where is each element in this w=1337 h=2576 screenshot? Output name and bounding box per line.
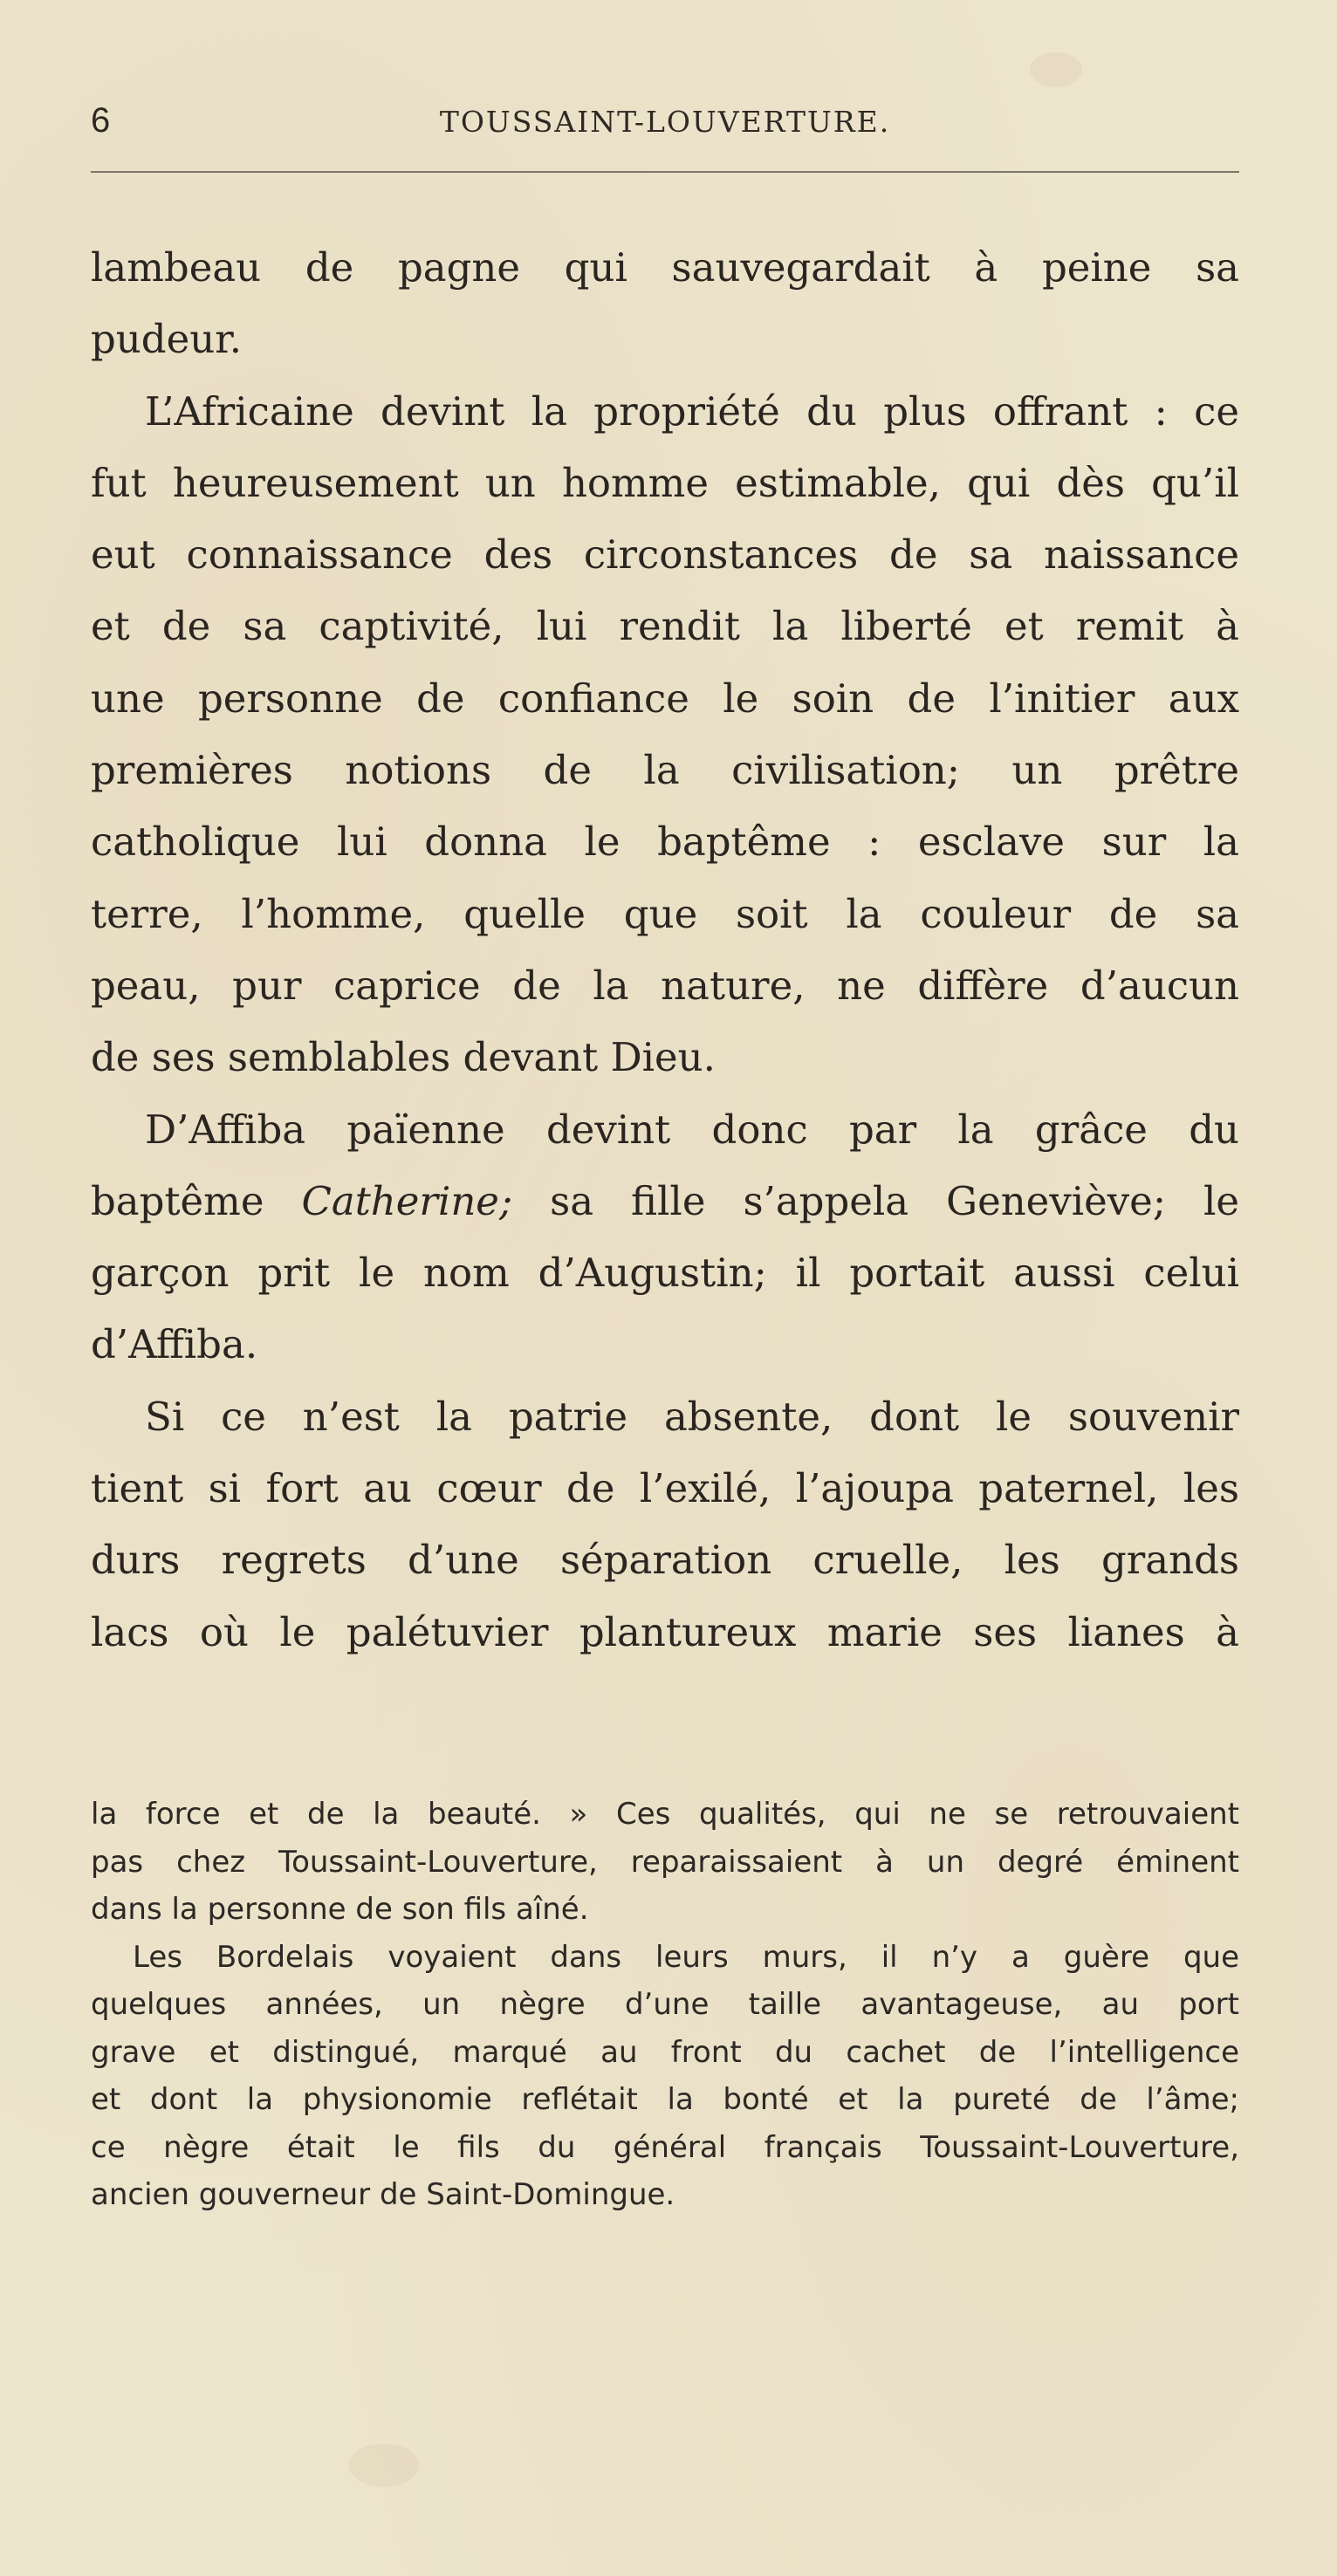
paper-stain [349,2443,419,2487]
text-line: lambeau de pagne qui sauvegardait à peine sa [91,244,1239,291]
text-line: pudeur. [91,316,243,363]
footnote-line: quelques années, un nègre d’une taille avantageuse, au port [91,1987,1239,2022]
running-title: TOUSSAINT-LOUVERTURE. [439,105,891,139]
footnote [91,1791,1239,2219]
running-head [91,94,1239,147]
footnote-line: grave et distingué, marqué au front du cachet de l’intelligence [91,2034,1239,2070]
footnote-line: pas chez Toussaint-Louverture, reparaissaient à un degré éminent [91,1844,1239,1880]
text-fragment: baptême [91,1177,264,1224]
page-number: 6 [91,101,111,140]
text-line: premières notions de la civilisation; un prêtre [91,747,1239,794]
text-fragment: sa fille s’appela Geneviève; le [550,1177,1239,1224]
text-line: peau, pur caprice de la nature, ne diffère d’aucun [91,962,1239,1009]
header-rule [91,171,1239,173]
text-line: de ses semblables devant Dieu. [91,1034,716,1081]
paper-stain [1030,52,1082,87]
footnote-line: ancien gouverneur de Saint-Domingue. [91,2177,675,2212]
text-line-mixed [91,1166,1239,1237]
text-line: une personne de confiance le soin de l’initier aux [91,675,1239,722]
text-line: lacs où le palétuvier plantureux marie ses lianes à [91,1608,1239,1655]
text-line: d’Affiba. [91,1321,258,1368]
footnote-line: la force et de la beauté. » Ces qualités, qui ne se retrouvaient [91,1797,1239,1832]
footnote-line: et dont la physionomie reflétait la bonté et la pureté de l’âme; [91,2082,1239,2117]
main-text [91,232,1239,1668]
text-line: D’Affiba païenne devint donc par la grâce du [145,1106,1239,1153]
text-line: tient si fort au cœur de l’exilé, l’ajoupa paternel, les [91,1465,1239,1512]
text-line: terre, l’homme, quelle que soit la couleur de sa [91,890,1239,937]
text-line: durs regrets d’une séparation cruelle, les grands [91,1537,1239,1584]
footnote-line: ce nègre était le fils du général français Toussaint-Louverture, [91,2129,1239,2165]
text-line: L’Africaine devint la propriété du plus offrant : ce [145,387,1239,435]
text-line: eut connaissance des circonstances de sa naissance [91,531,1239,579]
footnote-line: dans la personne de son fils aîné. [91,1892,589,1927]
text-line: fut heureusement un homme estimable, qui dès qu’il [91,459,1239,506]
text-line: catholique lui donna le baptême : esclave sur la [91,819,1239,866]
text-line: Si ce n’est la patrie absente, dont le souvenir [145,1393,1239,1440]
text-line: et de sa captivité, lui rendit la liberté et remit à [91,603,1239,650]
italic-name: Catherine; [301,1177,513,1224]
footnote-line: Les Bordelais voyaient dans leurs murs, il n’y a guère que [133,1939,1239,1975]
text-line: garçon prit le nom d’Augustin; il portait aussi celui [91,1250,1239,1297]
